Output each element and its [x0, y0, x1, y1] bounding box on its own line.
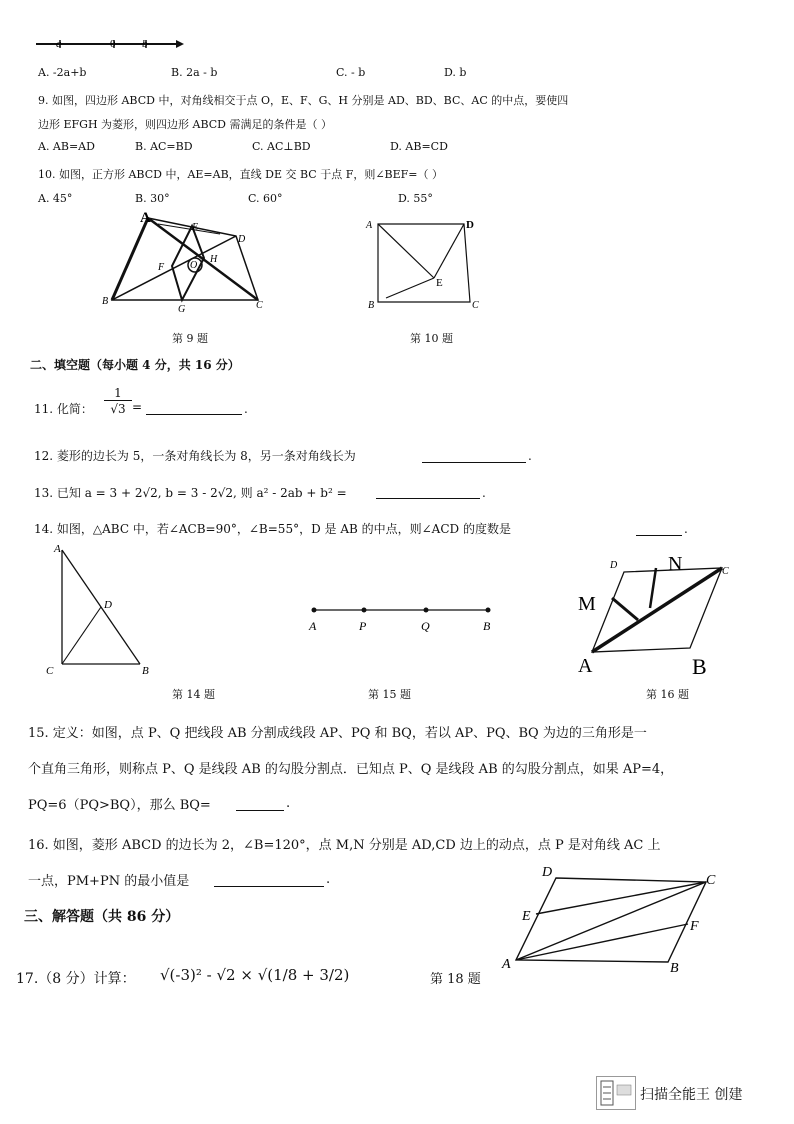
- figure-14: [44, 540, 164, 677]
- fig18-label-c: C: [706, 873, 716, 888]
- fig18-caption: 第 18 题: [430, 972, 481, 987]
- fig18-label-b: B: [670, 961, 679, 976]
- q9-option-c: C. AC⊥BD: [252, 140, 311, 153]
- fig16-label-d: D: [610, 560, 618, 571]
- q13-period: .: [482, 486, 486, 500]
- fig16-label-b: B: [692, 654, 707, 679]
- figure-18: [500, 864, 730, 974]
- fig9-label-f: F: [158, 262, 165, 273]
- q10-option-b: B. 30°: [135, 192, 170, 205]
- fig16-label-n: N: [668, 553, 683, 575]
- fig10-label-c: C: [472, 300, 479, 311]
- fig9-label-b: B: [102, 296, 109, 307]
- q9-line1: 9. 如图，四边形 ABCD 中，对角线相交于点 O，E、F、G、H 分别是 AD、BD、BC、AC 的中点，要使四: [38, 94, 569, 107]
- fig15-label-q: Q: [421, 619, 430, 633]
- q12-answer-blank[interactable]: [422, 462, 526, 463]
- fig14-caption: 第 14 题: [172, 688, 215, 701]
- fig14-label-c: C: [46, 665, 54, 677]
- q11-equals: =: [132, 400, 143, 414]
- q15-line3: PQ=6（PQ>BQ），那么 BQ=: [28, 798, 211, 813]
- q17-expression: √(-3)² - √2 × √(1/8 + 3/2): [160, 966, 350, 984]
- q16-line1: 16. 如图，菱形 ABCD 的边长为 2，∠B=120°，点 M,N 分别是 AD,CD 边上的动点，点 P 是对角线 AC 上: [28, 838, 661, 853]
- q16-line2: 一点，PM+PN 的最小值是: [28, 874, 190, 889]
- q9-option-a: A. AB=AD: [38, 140, 95, 153]
- q11-fraction: [104, 386, 132, 417]
- figure-16: [576, 548, 746, 678]
- fig10-label-e: E: [436, 277, 443, 289]
- q11-answer-blank[interactable]: [146, 414, 242, 415]
- fig15-label-a: A: [309, 619, 317, 633]
- section-2-title: 二、填空题（每小题 4 分，共 16 分）: [30, 358, 240, 372]
- q9-option-b: B. AC=BD: [135, 140, 193, 153]
- q12-text: 12. 菱形的边长为 5，一条对角线长为 8，另一条对角线长为: [34, 449, 356, 463]
- q14-period: .: [684, 522, 688, 536]
- numberline-b: b: [142, 38, 148, 50]
- q10-line1: 10. 如图，正方形 ABCD 中，AE=AB，直线 DE 交 BC 于点 F，则∠BEF=（ ）: [38, 168, 444, 181]
- fig9-label-h: H: [210, 254, 218, 265]
- q8-option-a: A. -2a+b: [38, 66, 87, 79]
- fig10-label-b: B: [368, 300, 375, 311]
- q15-line1: 15. 定义：如图，点 P、Q 把线段 AB 分割成线段 AP、PQ 和 BQ，若以 AP、PQ、BQ 为边的三角形是一: [28, 726, 647, 741]
- q9-option-d: D. AB=CD: [390, 140, 448, 153]
- q13-text: 13. 已知 a = 3 + 2√2, b = 3 - 2√2, 则 a² - 2ab + b² =: [34, 486, 347, 500]
- q9-line2: 边形 EFGH 为菱形，则四边形 ABCD 需满足的条件是（ ）: [38, 118, 332, 131]
- fig10-caption: 第 10 题: [410, 332, 453, 345]
- q15-line2: 个直角三角形，则称点 P、Q 是线段 AB 的勾股分割点．已知点 P、Q 是线段 AB 的勾股分割点，如果 AP=4，: [28, 762, 674, 777]
- figure-15: [306, 600, 496, 640]
- fig16-caption: 第 16 题: [646, 688, 689, 701]
- q10-option-a: A. 45°: [38, 192, 73, 205]
- figure-9: [100, 210, 280, 320]
- q8-option-c: C. - b: [336, 66, 366, 79]
- q16-answer-blank[interactable]: [214, 886, 324, 887]
- fig15-caption: 第 15 题: [368, 688, 411, 701]
- footer-scanner-text: 扫描全能王 创建: [640, 1087, 743, 1103]
- fig18-label-e: E: [522, 909, 531, 924]
- q14-text: 14. 如图，△ABC 中，若∠ACB=90°，∠B=55°，D 是 AB 的中点，则∠ACD 的度数是: [34, 522, 511, 536]
- q11-period: .: [244, 402, 248, 416]
- q14-answer-blank[interactable]: [636, 535, 682, 536]
- fig9-label-a: A: [140, 210, 151, 226]
- q15-answer-blank[interactable]: [236, 810, 284, 811]
- q15-period: .: [286, 796, 291, 811]
- q10-option-c: C. 60°: [248, 192, 283, 205]
- q11-numerator: 1: [104, 386, 132, 401]
- numberline-a: a: [56, 38, 62, 50]
- fig14-label-d: D: [104, 599, 112, 611]
- q10-option-d: D. 55°: [398, 192, 433, 205]
- fig9-label-g: G: [178, 304, 186, 315]
- fig9-label-o: O: [190, 260, 198, 271]
- fig18-label-d: D: [542, 865, 553, 880]
- q11-prefix: 11. 化简：: [34, 402, 93, 416]
- fig16-label-a: A: [578, 655, 593, 677]
- fig15-label-p: P: [359, 619, 367, 633]
- figure-10: [364, 212, 494, 312]
- q8-option-d: D. b: [444, 66, 467, 79]
- fig10-label-a: A: [366, 220, 373, 231]
- fig9-label-d: D: [238, 234, 246, 245]
- scanner-logo-icon: [596, 1076, 636, 1110]
- fig18-label-a: A: [502, 957, 511, 972]
- fig16-label-m: M: [578, 593, 596, 615]
- fig18-label-f: F: [690, 919, 699, 934]
- q17-prefix: 17.（8 分）计算：: [16, 971, 136, 987]
- section-3-title: 三、解答题（共 86 分）: [24, 909, 180, 925]
- fig14-label-b: B: [142, 665, 149, 677]
- numberline-o: 0: [110, 38, 116, 50]
- q11-denominator: √3: [110, 402, 126, 416]
- fig16-label-c: C: [722, 566, 729, 577]
- q8-option-b: B. 2a - b: [171, 66, 218, 79]
- fig9-caption: 第 9 题: [172, 332, 208, 345]
- q12-period: .: [528, 449, 532, 463]
- q16-period: .: [326, 872, 331, 887]
- fig14-label-a: A: [54, 543, 61, 555]
- number-line: [36, 34, 196, 54]
- fig9-label-c: C: [256, 300, 263, 311]
- fig10-label-d: D: [466, 219, 474, 231]
- q13-answer-blank[interactable]: [376, 498, 480, 499]
- fig9-label-e: E: [192, 222, 199, 233]
- fig15-label-b: B: [483, 619, 491, 633]
